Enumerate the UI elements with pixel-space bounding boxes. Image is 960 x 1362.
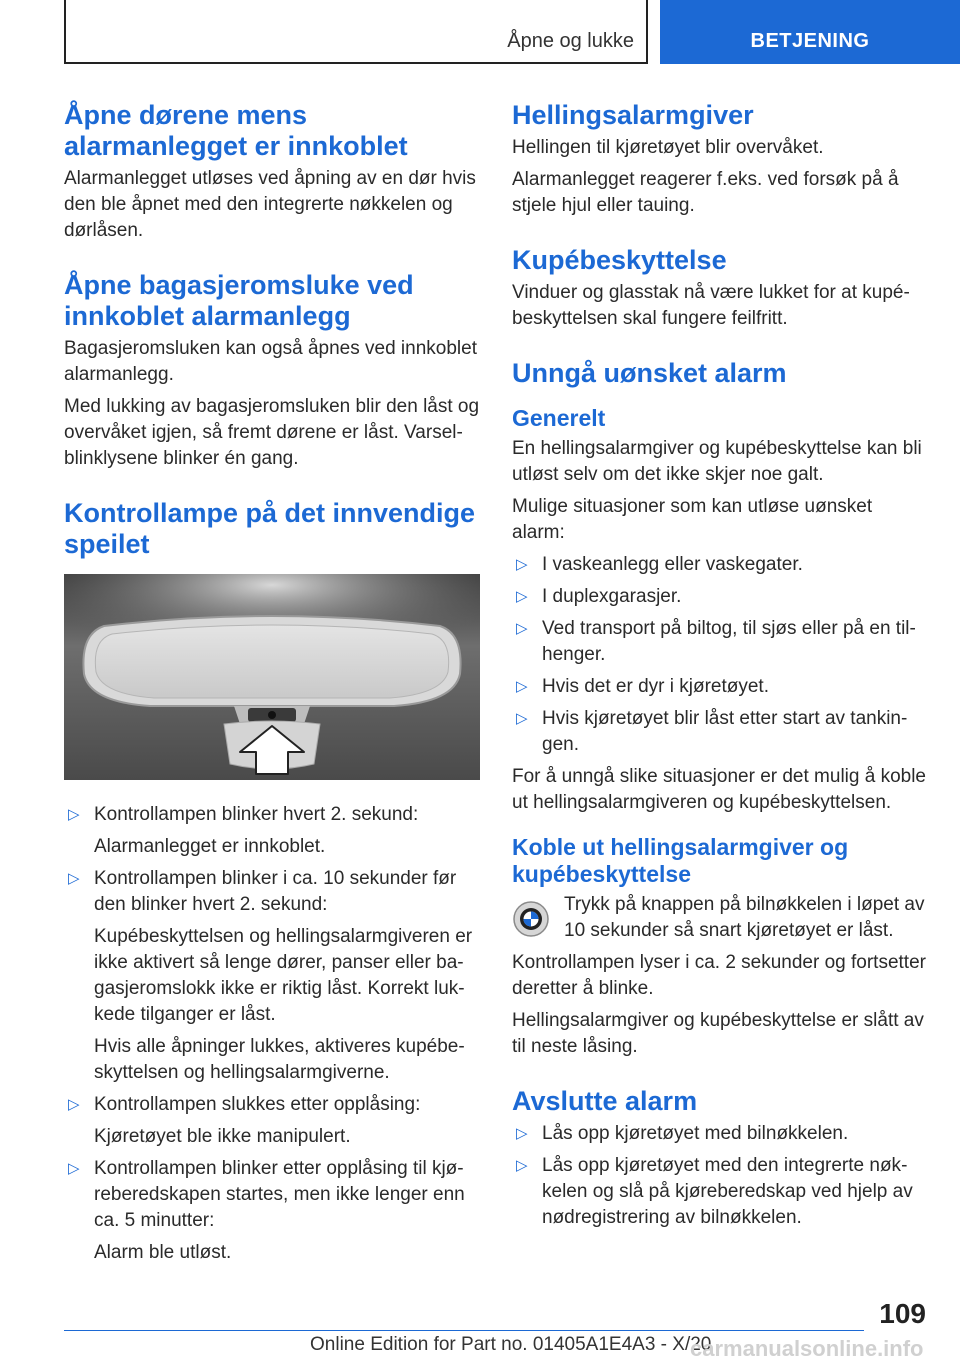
list-item-detail: Kjøretøyet ble ikke manipulert. — [94, 1126, 351, 1147]
triangle-bullet-icon: ▷ — [516, 678, 528, 695]
heading-open-doors-alarm: Åpne dørene mens alarmanlegget er innkoblet — [64, 100, 408, 161]
list-item: ▷ Hvis kjøretøyet blir låst etter start av tankingen. — [516, 708, 908, 755]
triangle-bullet-icon: ▷ — [516, 1125, 528, 1142]
left-column — [64, 100, 480, 1272]
paragraph: Hellingen til kjøretøyet blir overvåket. — [512, 137, 824, 158]
header-chapter-label: BETJENING — [750, 30, 870, 52]
footer-divider — [64, 1330, 864, 1331]
triangle-bullet-icon: ▷ — [516, 556, 528, 573]
list-item: ▷ Kontrollampen blinker etter opplåsing til kjøreberedskapen startes, men ikke lenger enn ca. 5 minutter: Alarm ble utløst. — [64, 1156, 480, 1266]
triangle-bullet-icon: ▷ — [516, 588, 528, 605]
triangle-bullet-icon: ▷ — [68, 806, 80, 823]
header-chapter-tab[interactable] — [660, 0, 960, 64]
paragraph: Med lukking av bagasjeromsluken blir den låst og overvåket igjen, så fremt dørene er låst. Varselblinklysene blinker én gang. — [64, 396, 480, 469]
header-section-box — [64, 0, 648, 64]
header-section-title: Åpne og lukke — [507, 30, 634, 52]
paragraph: Kontrollampen lyser i ca. 2 sekunder og fortsetter deretter å blinke. — [512, 952, 926, 999]
paragraph: Alarmanlegget utløses ved åpning av en dør hvis den ble åpnet med den integrerte nøkkelen og dørlåsen. — [64, 168, 476, 241]
triangle-bullet-icon: ▷ — [68, 1160, 80, 1177]
triangle-bullet-icon: ▷ — [516, 620, 528, 637]
list-item: ▷ Kontrollampen blinker i ca. 10 sekunder før den blinker hvert 2. sekund: Kupébeskyttelsen og hellingsalarmgiveren er ikke aktivert så lenge dører, panser eller bagasjeromslokk ikke er riktig låst. Korrekt lukkede tilganger er låst. Hvis alle åpninger lukkes, aktiveres kupébeskyttelsen og hellingsalarmgiverne. — [64, 866, 480, 1086]
triangle-bullet-icon: ▷ — [68, 870, 80, 887]
list-item: ▷ Kontrollampen slukkes etter opplåsing: Kjøretøyet ble ikke manipulert. — [64, 1092, 480, 1150]
triangle-bullet-icon: ▷ — [516, 710, 528, 727]
heading-indicator-lamp-mirror: Kontrollampe på det innvendige speilet — [64, 498, 476, 559]
key-button-instruction — [512, 892, 928, 944]
triangle-bullet-icon: ▷ — [516, 1157, 528, 1174]
heading-interior-protection: Kupébeskyttelse — [512, 245, 727, 275]
page-number: 109 — [879, 1298, 926, 1329]
list-item: ▷ I vaskeanlegg eller vaskegater. — [512, 552, 928, 578]
list-item-detail: Kupébeskyttelsen og hellingsalarmgiveren er ikke aktivert så lenge dører, panser eller bagasjeromslokk ikke er riktig låst. Korrekt lukkede tilganger er låst. — [94, 926, 473, 1025]
heading-avoid-false-alarm: Unngå uønsket alarm — [512, 358, 787, 388]
false-alarm-situations-list — [512, 552, 928, 758]
heading-end-alarm: Avslutte alarm — [512, 1086, 698, 1116]
paragraph: Hellingsalarmgiver og kupébeskyttelse er slått av til neste låsing. — [512, 1010, 924, 1057]
list-item: ▷ I duplexgarasjer. — [512, 584, 928, 610]
list-item: ▷ Hvis det er dyr i kjøretøyet. — [512, 674, 928, 700]
end-alarm-list — [512, 1121, 928, 1231]
paragraph: Vinduer og glasstak nå være lukket for at kupébeskyttelsen skal fungere feilfritt. — [512, 282, 910, 329]
subheading-general: Generelt — [512, 405, 606, 431]
right-column — [512, 100, 928, 1237]
paragraph: Alarmanlegget reagerer f.eks. ved forsøk på å stjele hjul eller tauing. — [512, 169, 899, 216]
paragraph: For å unngå slike situasjoner er det mulig å koble ut hellingsalarmgiveren og kupébeskyttelsen. — [512, 766, 927, 813]
list-item: ▷ Lås opp kjøretøyet med bilnøkkelen. — [512, 1121, 928, 1147]
list-item-detail: Alarmanlegget er innkoblet. — [94, 836, 326, 857]
paragraph: En hellingsalarmgiver og kupébeskyttelse kan bli utløst selv om det ikke skjer noe galt. — [512, 438, 922, 485]
bmw-key-button-icon — [512, 900, 550, 938]
heading-open-tailgate-alarm: Åpne bagasjeromsluke ved innkoblet alarmanlegg — [64, 270, 414, 331]
subheading-disable-sensors: Koble ut hellingsalarmgiver og kupébeskyttelse — [512, 834, 849, 887]
paragraph: Bagasjeromsluken kan også åpnes ved innkoblet alarmanlegg. — [64, 338, 477, 385]
list-item-detail: Alarm ble utløst. — [94, 1242, 232, 1263]
paragraph: Trykk på knappen på bilnøkkelen i løpet av 10 sekunder så snart kjøretøyet er låst. — [564, 894, 925, 941]
interior-mirror-illustration — [64, 574, 480, 780]
indicator-lamp-list — [64, 802, 480, 1266]
list-item: ▷ Lås opp kjøretøyet med den integrerte nøkkelen og slå på kjøreberedskap ved hjelp av nødregistrering av bilnøkkelen. — [516, 1155, 913, 1228]
watermark: carmanualsonline.info — [690, 1336, 924, 1361]
list-item-detail: Hvis alle åpninger lukkes, aktiveres kupébeskyttelsen og hellingsalarmgiverne. — [94, 1036, 465, 1083]
heading-tilt-alarm: Hellingsalarmgiver — [512, 100, 754, 130]
list-item: ▷ Kontrollampen blinker hvert 2. sekund: Alarmanlegget er innkoblet. — [64, 802, 480, 860]
footer-edition: Online Edition for Part no. 01405A1E4A3 - X/20 — [310, 1334, 712, 1355]
paragraph: Mulige situasjoner som kan utløse uønsket alarm: — [512, 496, 873, 543]
list-item: ▷ Ved transport på biltog, til sjøs eller på en tilhenger. — [516, 618, 916, 665]
triangle-bullet-icon: ▷ — [68, 1096, 80, 1113]
